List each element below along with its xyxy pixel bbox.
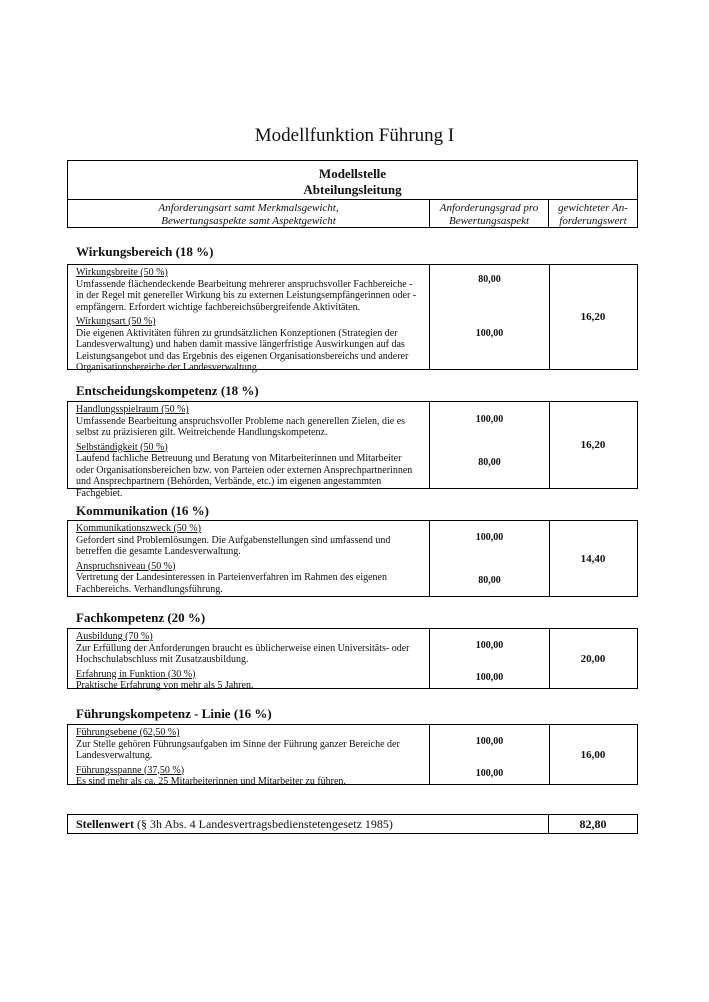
grade-cell xyxy=(430,265,550,369)
aspect-grade: 80,00 xyxy=(478,274,501,285)
aspect-name: Wirkungsart (50 %) xyxy=(76,316,156,327)
aspect-grade: 100,00 xyxy=(475,414,504,425)
aspect-grade: 100,00 xyxy=(475,672,504,683)
aspect xyxy=(76,631,421,666)
aspect-name: Selbständigkeit (50 %) xyxy=(76,441,168,453)
weighted-value: 16,00 xyxy=(580,748,606,761)
aspects-text-cell xyxy=(68,265,430,373)
grade-cell xyxy=(430,402,550,488)
section-title: Fachkompetenz (20 %) xyxy=(76,610,206,625)
aspects-text-cell xyxy=(68,629,430,691)
header-col2-line1: Anforderungsgrad pro xyxy=(439,202,539,214)
section-box xyxy=(67,401,638,499)
aspect-description: Es sind mehr als ca. 25 Mitarbeiterinnen und Mitarbeiter zu führen. xyxy=(76,776,346,787)
aspect-name: Ausbildung (70 %) xyxy=(76,631,153,642)
section-box xyxy=(67,520,638,597)
aspect-name: Führungsebene (62,50 %) xyxy=(76,727,180,738)
aspect-description: Umfassende Bearbeitung anspruchsvoller Probleme nach generellen Zielen, die es selbst zu präzisieren gilt. Weitreichende Handlungskompetenz. xyxy=(76,415,406,438)
page-title: Modellfunktion Führung I xyxy=(254,125,455,146)
aspect-description: Die eigenen Aktivitäten führen zu grundsätzlichen Konzeptionen (Strategien der Landesverwaltung) und haben damit massive längerfristige Auswirkungen auf das Leistungsangebot und das Ergebnis des eigenen Organisationsbereichs und anderer Organisationsbereiche der Landesverwaltung. xyxy=(76,327,409,373)
position-value-label-rest: (§ 3h Abs. 4 Landesvertragsbedienstetengesetz 1985) xyxy=(133,817,393,831)
section-box xyxy=(67,628,638,689)
section-title: Kommunikation (16 %) xyxy=(76,503,209,518)
header-column-grade xyxy=(430,200,549,228)
aspect-name: Führungsspanne (37,50 %) xyxy=(76,764,185,776)
aspect xyxy=(76,727,421,762)
aspect xyxy=(76,442,421,500)
position-value-label xyxy=(68,815,549,833)
aspect-grade: 80,00 xyxy=(478,457,501,468)
aspect-grade: 100,00 xyxy=(475,768,504,779)
position-line1: Modellstelle xyxy=(318,166,387,181)
header-column-weighted xyxy=(549,200,637,228)
aspect xyxy=(76,561,421,596)
aspect-grade: 100,00 xyxy=(475,640,504,651)
header-col3-line2: forderungswert xyxy=(559,215,627,227)
aspect-description: Gefordert sind Problemlösungen. Die Aufgabenstellungen sind umfassend und betreffen die gesamte Landesverwaltung. xyxy=(76,534,391,557)
header-col3-line1: gewichteter An- xyxy=(558,202,628,214)
section-title: Wirkungsbereich (18 %) xyxy=(76,244,214,259)
weighted-value: 16,20 xyxy=(580,439,606,451)
section-title: Führungskompetenz - Linie (16 %) xyxy=(76,706,272,721)
header-col2-line2: Bewertungsaspekt xyxy=(448,215,530,227)
aspect xyxy=(76,669,421,692)
aspect-description: Umfassende flächendeckende Bearbeitung mehrerer anspruchsvoller Fachbereiche - in der Regel mit genereller Wirkung bis zu externen Leistungsempfängerinnen oder -empfängern. Erfordert wichtige fachbereichsübergreifende Aktivitäten. xyxy=(76,278,417,313)
aspect xyxy=(76,404,421,439)
aspect-description: Laufend fachliche Betreuung und Beratung von Mitarbeiterinnen und Mitarbeiter oder Organisationsbereichen bzw. von Parteien oder externen Ansprechpartnerinnen und Ansprechpartnern (Behörden, Verbände, etc.) im eigenen angestammten Fachgebiet. xyxy=(76,453,413,499)
aspects-text-cell xyxy=(68,402,430,499)
table-header xyxy=(67,160,638,228)
aspect-grade: 100,00 xyxy=(475,736,504,747)
aspect-name: Wirkungsbreite (50 %) xyxy=(76,267,168,278)
position-value-label-bold: Stellenwert xyxy=(76,817,134,831)
section-box xyxy=(67,724,638,785)
aspect-grade: 80,00 xyxy=(478,575,501,586)
weighted-value: 14,40 xyxy=(580,552,606,565)
aspect-name: Anspruchsniveau (50 %) xyxy=(76,560,176,572)
header-column-requirements xyxy=(68,200,430,228)
grade-cell xyxy=(430,629,550,688)
aspect-description: Vertretung der Landesinteressen in Parteienverfahren im Rahmen des eigenen Fachbereichs. Verhandlungsführung. xyxy=(76,572,387,595)
weighted-value: 20,00 xyxy=(580,652,606,665)
aspect-description: Zur Stelle gehören Führungsaufgaben im Sinne der Führung ganzer Bereiche der Landesverwaltung. xyxy=(76,738,400,761)
aspect-name: Kommunikationszweck (50 %) xyxy=(76,523,201,534)
aspect-description: Zur Erfüllung der Anforderungen braucht es üblicherweise einen Universitäts- oder Hochschulabschluss mit Zusatzausbildung. xyxy=(76,642,410,665)
aspect-name: Handlungsspielraum (50 %) xyxy=(76,404,189,415)
aspect-grade: 100,00 xyxy=(475,532,504,543)
aspects-text-cell xyxy=(68,725,430,787)
position-value-total: 82,80 xyxy=(579,817,607,831)
aspect-grade: 100,00 xyxy=(475,328,504,339)
header-col1-line2: Bewertungsaspekte samt Aspektgewicht xyxy=(161,215,336,227)
position-title xyxy=(68,161,637,200)
aspect-description: Praktische Erfahrung von mehr als 5 Jahren. xyxy=(76,680,254,691)
aspect-name: Erfahrung in Funktion (30 %) xyxy=(76,668,196,680)
section-box xyxy=(67,264,638,373)
aspect xyxy=(76,765,421,788)
section-title: Entscheidungskompetenz (18 %) xyxy=(76,383,259,398)
aspects-text-cell xyxy=(68,521,430,596)
weighted-value: 16,20 xyxy=(580,311,606,323)
header-col1-line1: Anforderungsart samt Merkmalsgewicht, xyxy=(158,202,339,214)
grade-cell xyxy=(430,521,550,596)
aspect xyxy=(76,316,421,374)
aspect xyxy=(76,267,421,313)
aspect xyxy=(76,523,421,558)
grade-cell xyxy=(430,725,550,784)
position-value-row xyxy=(67,814,638,834)
position-line2: Abteilungsleitung xyxy=(303,182,402,197)
